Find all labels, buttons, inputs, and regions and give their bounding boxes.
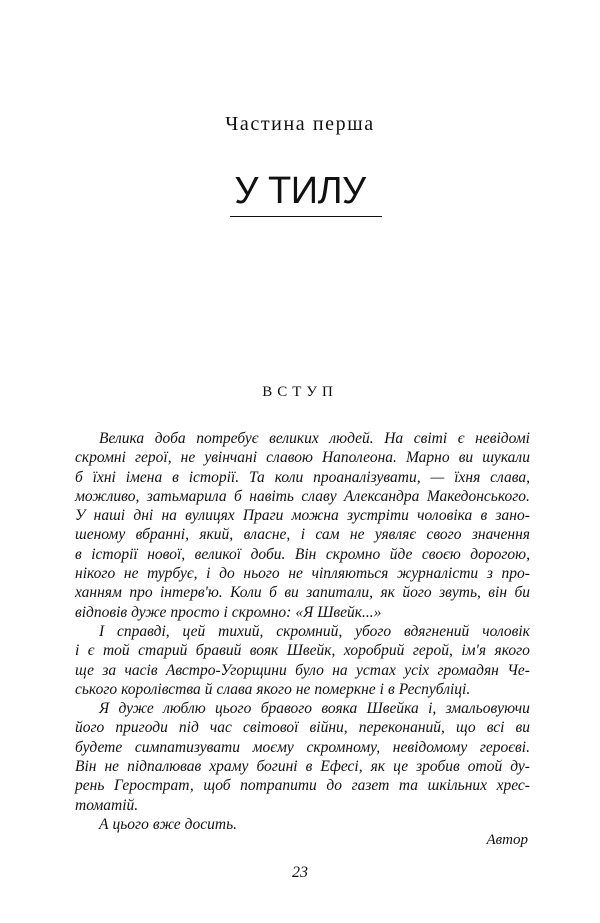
text-line: шеному вбранні, який, власне, і сам не уявляє свого значення: [75, 526, 530, 544]
text-line: його пригоди під час світової війни, переконаний, що всі ви: [75, 719, 530, 737]
text-line: А цього вже досить.: [99, 815, 237, 833]
text-line: відповів дуже просто і скромно: «Я Швейк...»: [75, 603, 382, 621]
text-line: ханням про інтерв'ю. Коли б ви запитали, як його звуть, він би: [75, 584, 530, 602]
section-heading: ВСТУП: [262, 384, 338, 400]
page-number: 23: [292, 864, 308, 881]
text-line: ще за часів Австро-Угорщини було на устах усіх громадян Че-: [75, 661, 530, 679]
text-line: У наші дні на вулицях Праги можна зустріти чоловіка в зано-: [75, 507, 530, 525]
part-title: У ТИЛУ: [234, 170, 366, 212]
text-line: і є той старий бравий вояк Швейк, хоробрий герой, ім'я якого: [75, 642, 530, 660]
text-line: Він не підпалював храму богині в Ефесі, як це зробив отой ду-: [75, 758, 530, 776]
text-line: Я дуже люблю цього бравого вояка Швейка і, змальовуючи: [99, 700, 530, 718]
body-text: [75, 429, 530, 834]
text-line: в історії нової, великої доби. Він скромно йде своєю дорогою,: [75, 545, 530, 563]
text-line: томатій.: [75, 796, 139, 814]
text-line: рень Герострат, щоб потрапити до газет та шкільних хрес-: [75, 777, 530, 795]
text-line: ського королівства й слава якого не померкне і в Республіці.: [75, 680, 471, 698]
text-line: будете симпатизувати моєму скромному, невідомому героєві.: [75, 738, 530, 756]
text-line: нікого не турбує, і до нього не чіпляються журналісти з про-: [75, 565, 530, 583]
text-line: можливо, затьмарила б навіть славу Александра Македонського.: [75, 487, 530, 505]
part-label: Частина перша: [225, 113, 375, 135]
text-line: І справді, цей тихий, скромний, убого вдягнений чоловік: [99, 622, 530, 640]
title-underline: [230, 216, 382, 217]
author-signature: Автор: [486, 832, 528, 848]
text-line: б їхні імена в історії. Та коли проаналізувати, — їхня слава,: [75, 468, 530, 486]
text-line: скромні герої, не увінчані славою Наполеона. Марно ви шукали: [75, 449, 530, 467]
text-line: Велика доба потребує великих людей. На світі є невідомі: [99, 430, 530, 447]
